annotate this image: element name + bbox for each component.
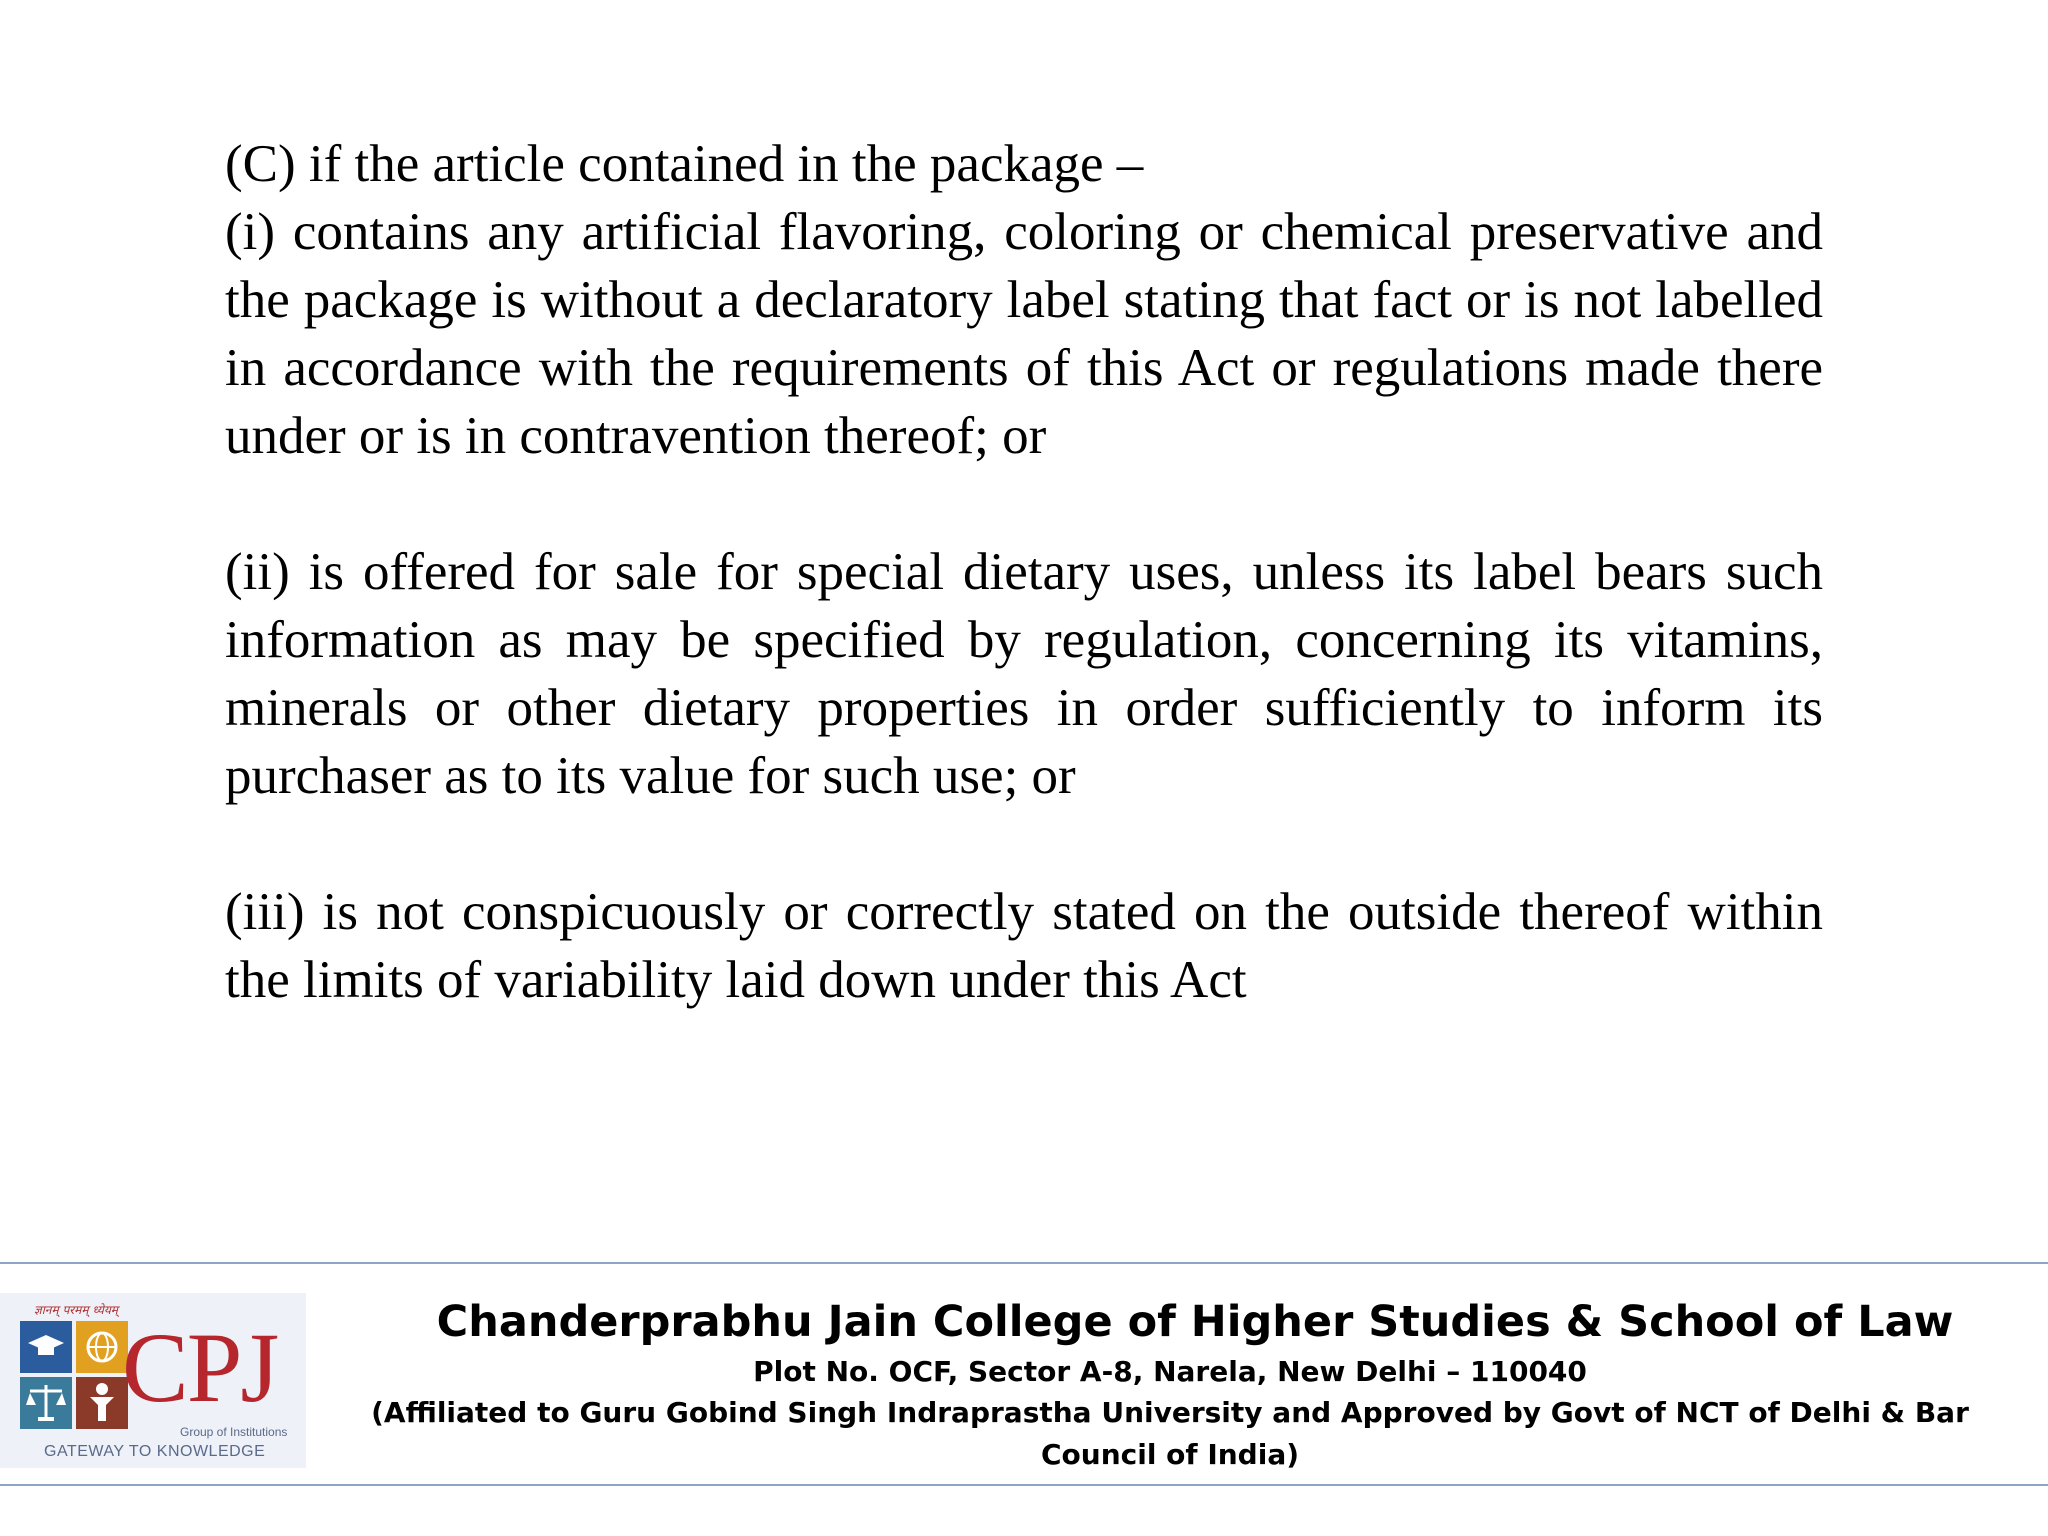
logo-tagline: GATEWAY TO KNOWLEDGE xyxy=(44,1443,266,1460)
logo-group-text: Group of Institutions xyxy=(180,1425,288,1439)
slide-body xyxy=(225,130,1823,1014)
shield-icon xyxy=(20,1321,128,1429)
clause-item-i: (i) contains any artificial flavoring, coloring or chemical preservative and the package is without a declaratory label stating that fact or is not labelled in accordance with the requirements of this Act or regulations made there under or is in contravention thereof; or xyxy=(225,203,1823,465)
college-address: Plot No. OCF, Sector A-8, Narela, New Delhi – 110040 xyxy=(753,1355,1587,1388)
clause-item-ii: (ii) is offered for sale for special dietary uses, unless its label bears such information as may be specified by regulation, concerning its vitamins, minerals or other dietary properties in order sufficiently to inform its purchaser as to its value for such use; or xyxy=(225,543,1823,805)
clause-item-iii: (iii) is not conspicuously or correctly stated on the outside thereof within the limits of variability laid down under this Act xyxy=(225,883,1823,1009)
college-logo xyxy=(0,1293,306,1468)
college-name: Chanderprabhu Jain College of Higher Studies & School of Law xyxy=(436,1297,1954,1347)
footer-bottom-divider xyxy=(0,1484,2048,1486)
footer-top-divider xyxy=(0,1262,2048,1264)
clause-heading: (C) if the article contained in the package – xyxy=(225,135,1144,193)
college-affiliation: (Affiliated to Guru Gobind Singh Indraprastha University and Approved by Govt of NCT of Delhi & Bar Council of India) xyxy=(371,1396,1969,1471)
logo-motto: ज्ञानम् परमम् ध्येयम् xyxy=(34,1303,118,1317)
logo-wordmark: CPJ xyxy=(122,1312,278,1423)
college-info xyxy=(310,1296,2030,1476)
